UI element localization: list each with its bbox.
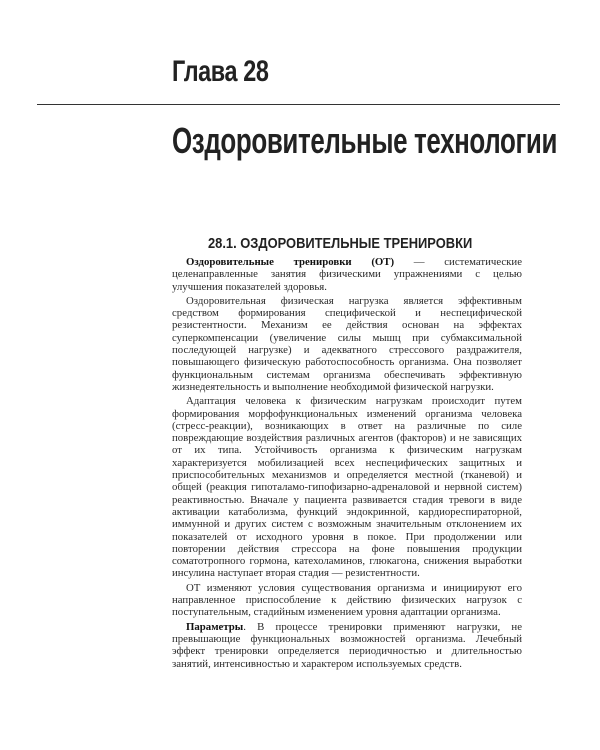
chapter-label: Глава 28	[172, 55, 269, 88]
chapter-divider	[37, 104, 560, 105]
chapter-title: Оздоровительные технологии	[172, 120, 558, 161]
term-definition: Оздоровительные тренировки (ОТ)	[186, 256, 395, 268]
section-heading: 28.1. ОЗДОРОВИТЕЛЬНЫЕ ТРЕНИРОВКИ	[208, 235, 473, 252]
paragraph	[172, 295, 522, 393]
paragraph	[172, 256, 522, 293]
term-parameters: Параметры	[186, 620, 244, 633]
paragraph-text: . В процессе тренировки применяют нагрузки, не превышающие функциональных возможностей организма. Лечебный эффект тренировки определяется периодичностью и длительностью занятий, интенсивностью и характером используемых средств.	[172, 620, 522, 670]
body-text	[172, 256, 522, 672]
paragraph-text: Оздоровительная физическая нагрузка является эффективным средством формирования специфической и неспецифической резистентности. Механизм ее действия основан на эффектах суперкомпенсации (увеличение силы мышц при субмаксимальной последующей нагрузке) и адекватного стрессового раздражителя, повышающего физическую работоспособность организма. Она позволяет функциональным системам организма обеспечивать эффективную жизнедеятельность и выполнение необходимой физической нагрузки.	[172, 294, 522, 393]
paragraph-text: — систематические целенаправленные занятия физическими упражнениями с целью улучшения показателей здоровья.	[172, 256, 522, 293]
paragraph	[172, 621, 522, 670]
paragraph-text: Адаптация человека к физическим нагрузкам происходит путем формирования морфофункциональных изменений организма человека (стресс-реакции), возникающих в ответ на различные по силе повреждающие воздействия различных агентов (факторов) и не зависящих от их типа. Устойчивость организма к физическим нагрузкам характеризуется мобилизацией всех неспецифических защитных и приспособительных механизмов и определяется местной (тканевой) и общей (реакция гипоталамо-гипофизарно-адреналовой и нервной систем) реактивностью. Вначале у пациента развивается стадия тревоги в виде активации катаболизма, функций эндокринной, кардиореспираторной, иммунной и других систем с возможным значительным отклонением их показателей от исходного уровня в покое. При продолжении или повторении действия стрессора на фоне повышения продукции соматотропного гормона, катехоламинов, глюкагона, снижения выработки инсулина наступает вторая стадия — резистентности.	[172, 395, 522, 580]
paragraph	[172, 582, 522, 619]
paragraph-text: ОТ изменяют условия существования организма и инициируют его направленное приспособление к действию физических нагрузок с поступательным, стадийным изменением уровня адаптации организма.	[172, 581, 522, 619]
paragraph	[172, 395, 522, 579]
